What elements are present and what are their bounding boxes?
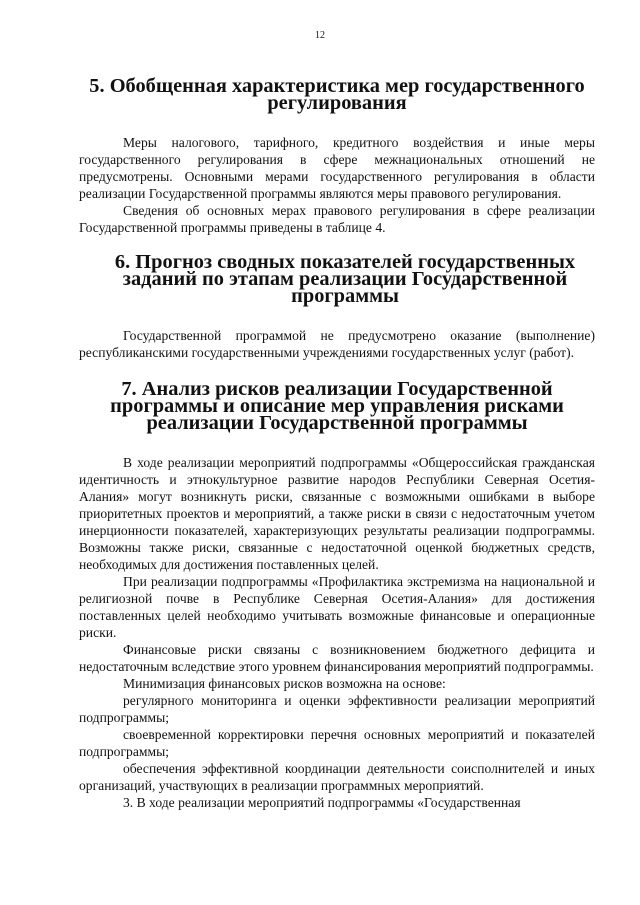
section-6-heading: 6. Прогноз сводных показателей государственных заданий по этапам реализации Государственной программы: [114, 251, 576, 307]
section-5-heading: 5. Обобщенная характеристика мер государственного регулирования: [89, 75, 585, 114]
section-7-paragraph-1: В ходе реализации мероприятий подпрограммы «Общероссийская гражданская идентичность и этнокультурное развитие народов Республики Северная Осетия-Алания» могут возникнуть риски, связанные с возможными ошибками в выборе приоритетных проектов и мероприятий, а также риски в связи с недостаточным учетом инерционности показателей, характеризующих результаты реализации подпрограммы. Возможны также риски, связанные с недостаточной оценкой бюджетных средств, необходимых для достижения поставленных целей.: [79, 455, 595, 572]
section-7-heading: 7. Анализ рисков реализации Государственной программы и описание мер управления рисками реализации Государственной программы: [110, 378, 564, 434]
section-5-paragraph-2: Сведения об основных мерах правового регулирования в сфере реализации Государственной программы приведены в таблице 4.: [79, 203, 595, 235]
page-number: 12: [315, 30, 325, 41]
section-7-list-item-1: регулярного мониторинга и оценки эффективности реализации мероприятий подпрограммы;: [79, 693, 595, 725]
document-body: [79, 75, 595, 811]
section-7-paragraph-2: При реализации подпрограммы «Профилактика экстремизма на национальной и религиозной почве в Республике Северная Осетия-Алания» для достижения поставленных целей необходимо учитывать возможные финансовые и операционные риски.: [79, 574, 595, 640]
section-7-list-item-2: своевременной корректировки перечня основных мероприятий и показателей подпрограммы;: [79, 727, 595, 759]
section-7-list-item-3: обеспечения эффективной координации деятельности соисполнителей и иных организаций, участвующих в реализации программных мероприятий.: [79, 761, 595, 793]
section-7-paragraph-5: 3. В ходе реализации мероприятий подпрограммы «Государственная: [123, 795, 521, 810]
section-5-paragraph-1: Меры налогового, тарифного, кредитного воздействия и иные меры государственного регулирования в сфере межнациональных отношений не предусмотрены. Основными мерами государственного регулирования в области реализации Государственной программы являются меры правового регулирования.: [79, 135, 595, 201]
section-7-paragraph-4: Минимизация финансовых рисков возможна на основе:: [123, 676, 446, 691]
section-6-paragraph-1: Государственной программой не предусмотрено оказание (выполнение) республиканскими государственными учреждениями государственных услуг (работ).: [79, 328, 595, 360]
section-7-paragraph-3: Финансовые риски связаны с возникновением бюджетного дефицита и недостаточным вследствие этого уровнем финансирования мероприятий подпрограммы.: [79, 642, 595, 674]
